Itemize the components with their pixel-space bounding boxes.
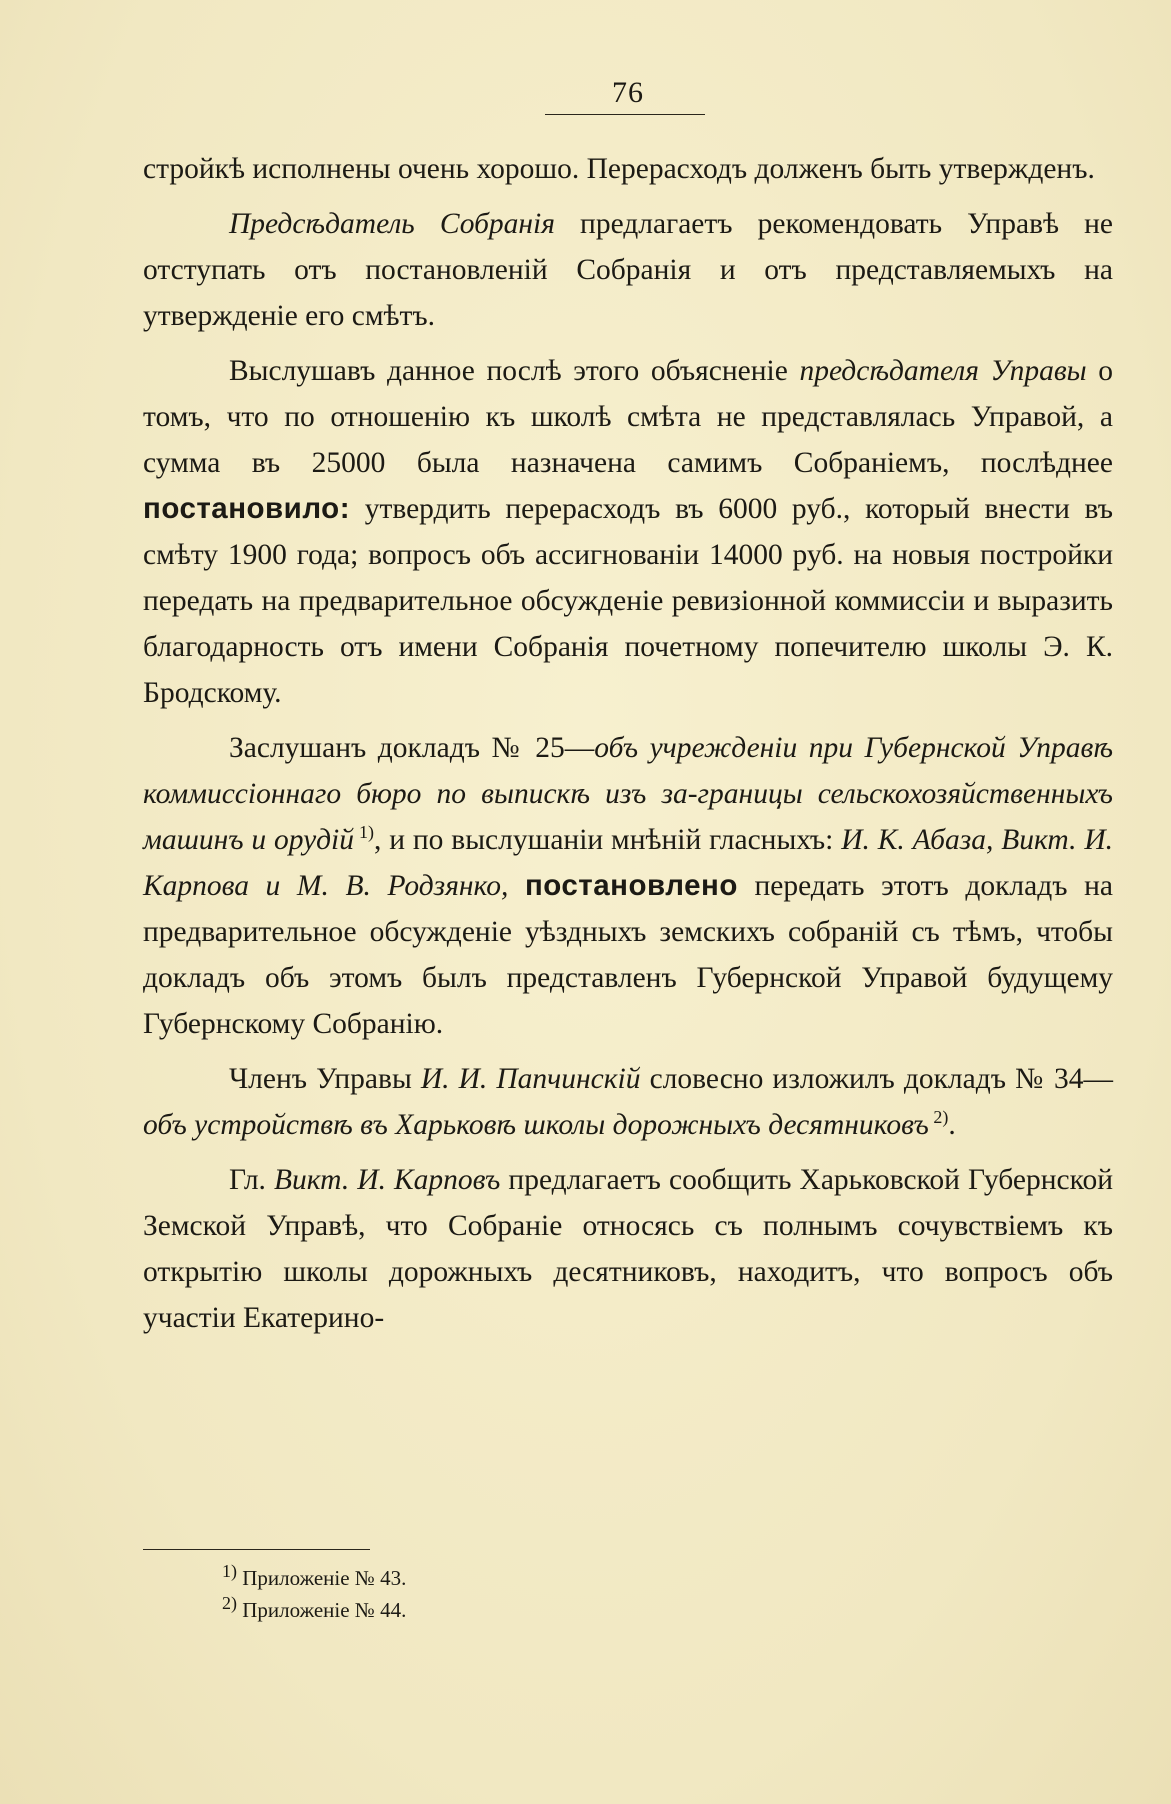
italic-text: Предсѣдатель Собранія [229,208,555,240]
text-run: Гл. [229,1164,274,1196]
text-run: . [948,1109,956,1141]
paragraph [143,1056,1113,1148]
italic-text: объ устройствѣ въ Харьковѣ школы дорожныхъ десятниковъ [143,1109,929,1141]
emphasis-text: постановило: [143,492,351,525]
text-run: предлагаетъ сообщить Харьковской Губернской Земской Управѣ, что Собраніе относясь съ полнымъ сочувствіемъ къ открытію школы дорожныхъ десятниковъ, находитъ, что вопросъ объ участіи Екатерино- [143,1164,1113,1334]
footnote-mark: 1) [222,1561,237,1581]
footnote-rule [143,1549,370,1550]
paragraph [143,1157,1113,1341]
footnotes [222,1562,406,1626]
text-run: передать этотъ докладъ на предварительное обсужденіе уѣздныхъ земскихъ собраній съ тѣмъ, чтобы докладъ объ этомъ былъ представленъ Губернской Управой будущему Губернскому Собранію. [143,870,1113,1040]
italic-text: предсѣдателя Управы [799,355,1087,387]
footnote-mark: 2) [222,1593,237,1613]
page-number: 76 [612,76,644,109]
text-run: , и по выслушаніи мнѣній гласныхъ: [374,824,842,856]
text-run: Выслушавъ данное послѣ этого объясненіе [229,355,800,387]
paragraph [143,348,1113,716]
text-run: стройкѣ исполнены очень хорошо. Перерасходъ долженъ быть утвержденъ. [143,153,1095,185]
text-run: утвердить перерасходъ въ 6000 руб., который внести въ смѣту 1900 года; вопросъ объ ассигнованіи 14000 руб. на новыя постройки передать на предварительное обсужденіе ревизіонной коммиссіи и выразить благодарность отъ имени Собранія почетному попечителю школы Э. К. Бродскому. [143,493,1113,709]
italic-text: И. И. Папчинскій [420,1063,641,1095]
text-run: Заслушанъ докладъ № 25— [229,732,595,764]
header-rule [545,114,705,115]
footnote-1 [222,1562,406,1594]
emphasis-text: постановлено [524,869,738,902]
text-run: словесно изложилъ докладъ № 34— [640,1063,1113,1095]
footnote-2 [222,1594,406,1626]
text-run: о томъ, что по отношенію къ школѣ смѣта не представлялась Управой, а сумма въ 25000 была назначена самимъ Собраніемъ, послѣднее [143,355,1113,479]
paragraph [143,201,1113,339]
text-run: предлагаетъ рекомендовать Управѣ не отступать отъ постановленій Собранія и отъ представляемыхъ на утвержденіе его смѣтъ. [143,208,1113,332]
footnote-reference: 2) [928,1107,949,1128]
body-text [143,146,1113,1350]
italic-text: И. К. Абаза, Викт. И. Карпова и М. В. Родзянко, [143,824,1114,902]
text-run [508,870,525,902]
paragraph [143,725,1113,1047]
italic-text: Викт. И. Карповъ [274,1164,501,1196]
paragraph [143,146,1113,192]
footnote-text: Приложеніе № 44. [242,1598,407,1622]
footnote-text: Приложеніе № 43. [242,1566,407,1590]
text-run: Членъ Управы [229,1063,421,1095]
footnote-reference: 1) [354,822,374,843]
italic-text: объ учрежденіи при Губернской Управѣ коммиссіоннаго бюро по выпискѣ изъ за-границы сельскохозяйственныхъ машинъ и орудій [143,732,1113,856]
